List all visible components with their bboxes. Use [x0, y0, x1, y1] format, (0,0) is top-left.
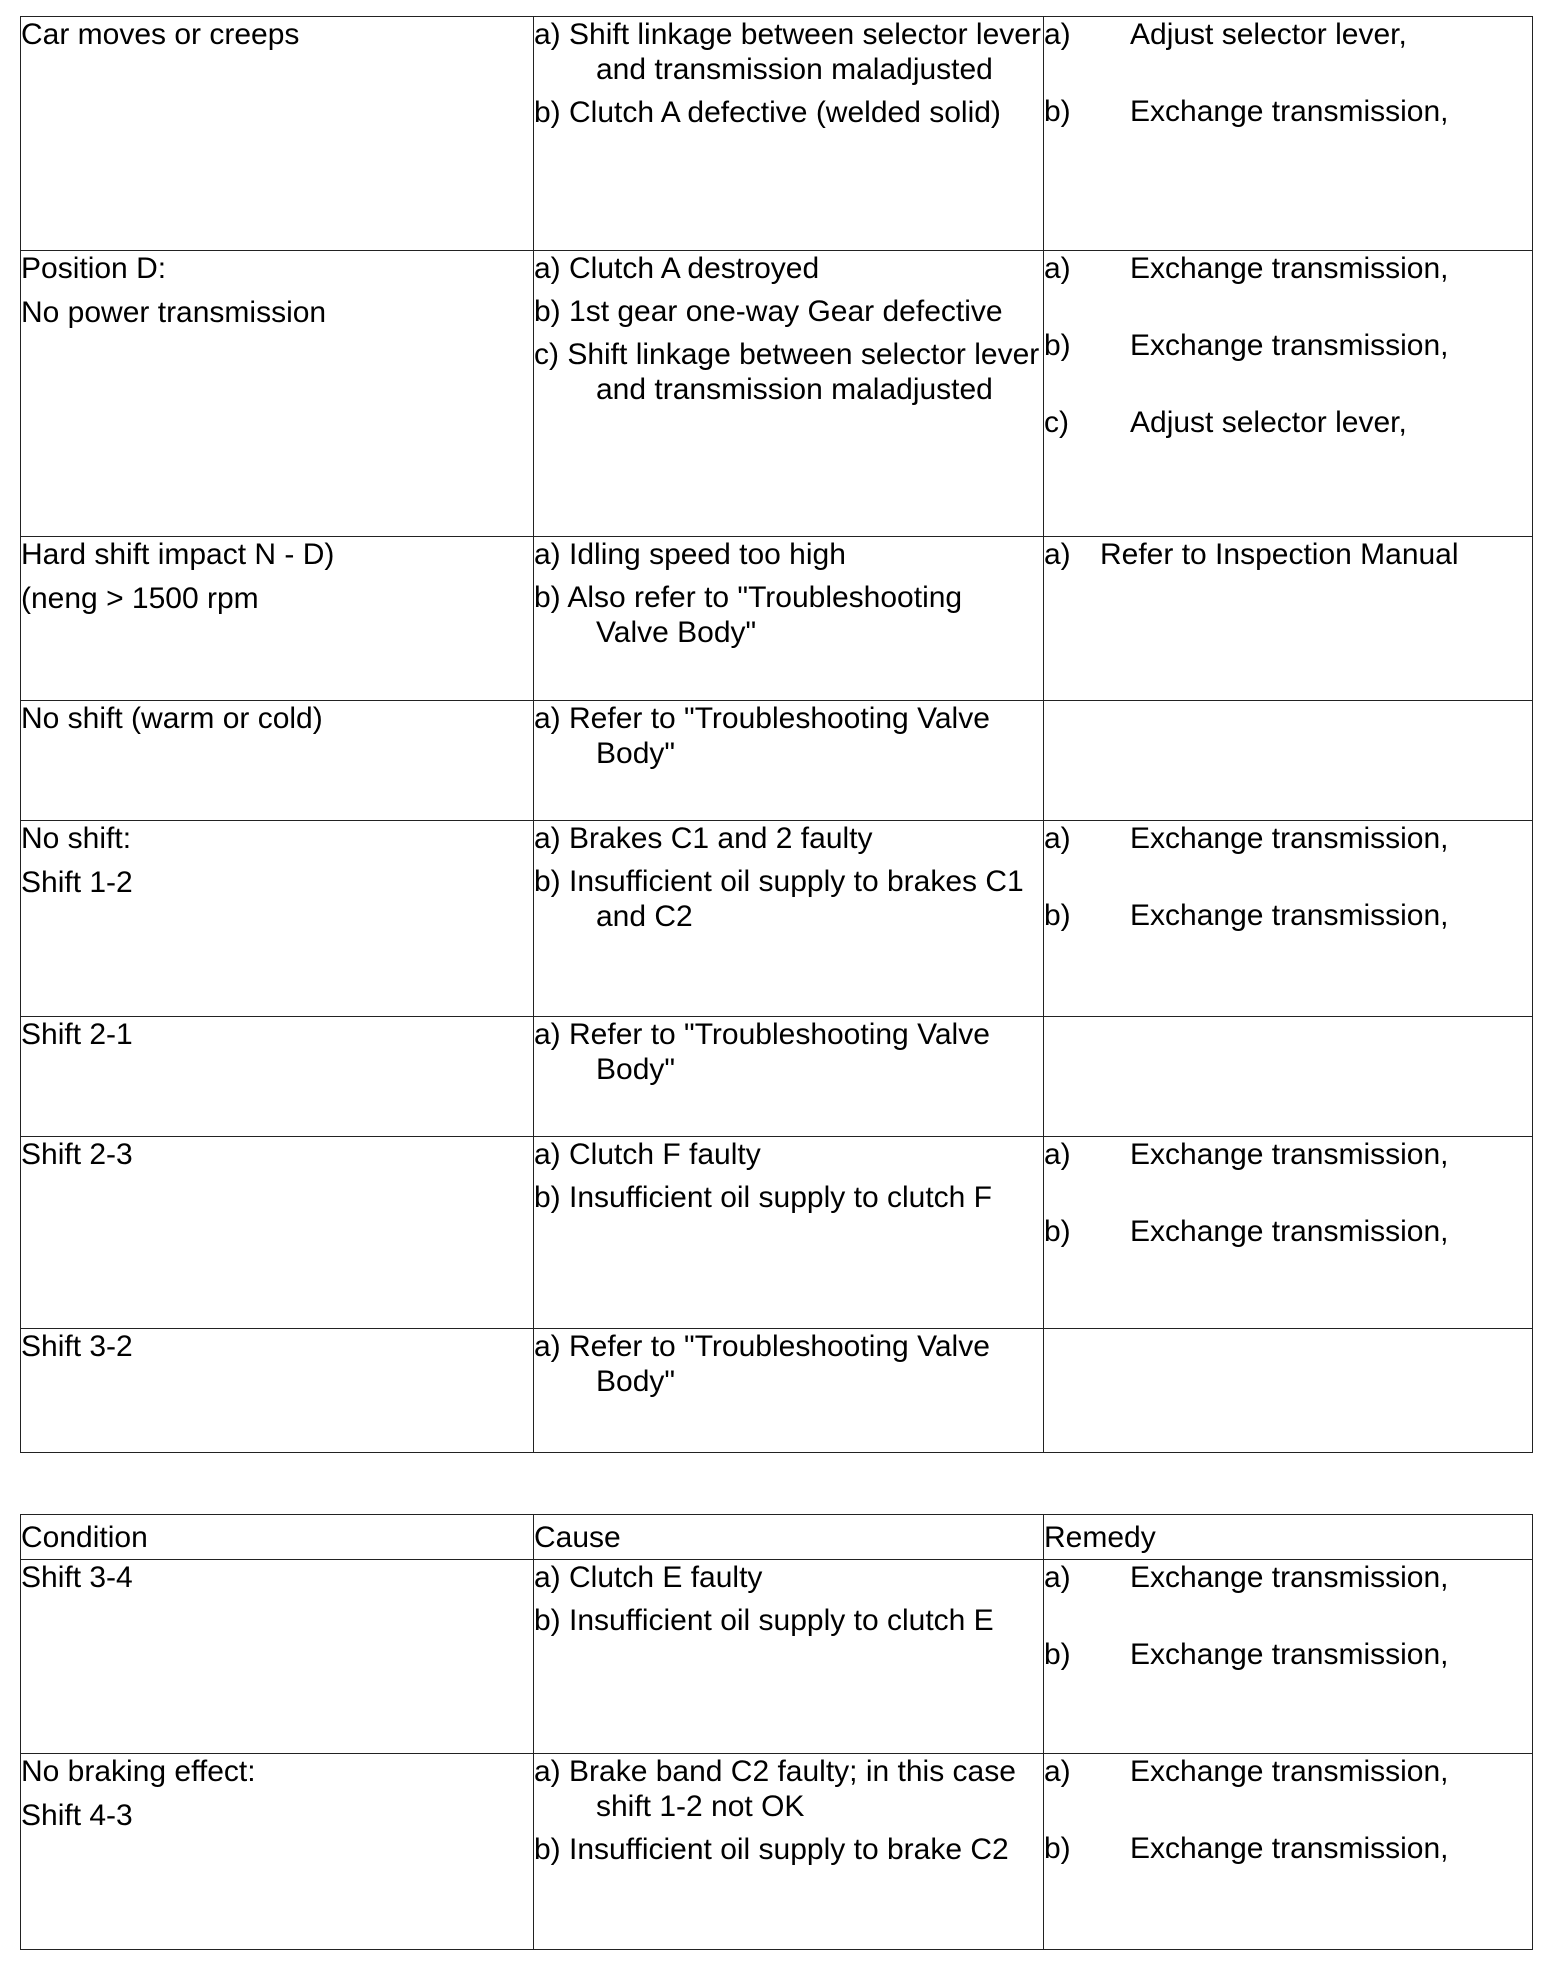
cause-item: a) Refer to "Troubleshooting Valve Body"	[534, 702, 990, 770]
condition-cell	[21, 251, 534, 537]
condition-text: Shift 2-1	[21, 1018, 133, 1051]
condition-text: Shift 2-3	[21, 1138, 133, 1171]
table-row	[21, 1017, 1533, 1137]
table-row	[21, 1560, 1533, 1754]
remedy-text: Exchange transmission,	[1130, 822, 1449, 855]
remedy-cell	[1044, 1137, 1533, 1329]
remedy-text: Exchange transmission,	[1130, 1755, 1449, 1788]
remedy-cell	[1044, 1754, 1533, 1950]
cause-item: a) Brake band C2 faulty; in this case shift 1-2 not OK	[534, 1755, 1016, 1823]
remedy-cell	[1044, 1329, 1533, 1453]
cause-cell	[534, 701, 1044, 821]
condition-text: No shift:	[21, 822, 132, 855]
cause-item: b) Insufficient oil supply to brakes C1 and C2	[534, 865, 1024, 933]
table-body	[21, 1515, 1533, 1950]
troubleshooting-table-top	[20, 16, 1533, 1453]
remedy-text: Exchange transmission,	[1130, 95, 1449, 128]
cause-item: a) Shift linkage between selector lever and transmission maladjusted	[534, 18, 1041, 86]
table-header-row	[21, 1515, 1533, 1560]
table-row	[21, 17, 1533, 251]
remedy-letter: b)	[1044, 95, 1071, 128]
condition-text: Position D:	[21, 252, 167, 285]
cause-item: b) Also refer to "Troubleshooting Valve Body"	[534, 581, 963, 649]
cause-item: c) Shift linkage between selector lever and transmission maladjusted	[534, 338, 1040, 406]
cause-item: a) Refer to "Troubleshooting Valve Body"	[534, 1330, 990, 1398]
cause-item: b) Clutch A defective (welded solid)	[534, 96, 1001, 129]
condition-cell	[21, 1329, 534, 1453]
remedy-letter: a)	[1044, 538, 1071, 571]
condition-text: Shift 1-2	[21, 866, 133, 899]
remedy-letter: b)	[1044, 1638, 1071, 1671]
condition-text: (neng > 1500 rpm	[21, 582, 259, 615]
cause-item: a) Clutch E faulty	[534, 1561, 763, 1594]
remedy-letter: a)	[1044, 18, 1071, 51]
remedy-cell	[1044, 1560, 1533, 1754]
condition-cell	[21, 1754, 534, 1950]
remedy-item	[1044, 1214, 1532, 1249]
column-header-remedy: Remedy	[1044, 1515, 1533, 1560]
table-row	[21, 1329, 1533, 1453]
remedy-text: Exchange transmission,	[1130, 1638, 1449, 1671]
remedy-cell	[1044, 537, 1533, 701]
cause-item: a) Clutch A destroyed	[534, 252, 820, 285]
table-row	[21, 537, 1533, 701]
condition-cell	[21, 701, 534, 821]
condition-cell	[21, 537, 534, 701]
remedy-item	[1044, 94, 1532, 129]
remedy-cell	[1044, 821, 1533, 1017]
remedy-item	[1044, 1560, 1532, 1595]
condition-text: Shift 4-3	[21, 1799, 133, 1832]
remedy-letter: a)	[1044, 1138, 1071, 1171]
cause-item: b) Insufficient oil supply to clutch F	[534, 1181, 992, 1214]
remedy-letter: b)	[1044, 329, 1071, 362]
cause-item: b) 1st gear one-way Gear defective	[534, 295, 1003, 328]
table-row	[21, 1754, 1533, 1950]
remedy-letter: a)	[1044, 1561, 1071, 1594]
remedy-text: Adjust selector lever,	[1130, 18, 1407, 51]
cause-item: a) Clutch F faulty	[534, 1138, 761, 1171]
remedy-item	[1044, 251, 1532, 286]
remedy-letter: b)	[1044, 899, 1071, 932]
remedy-text: Exchange transmission,	[1130, 1138, 1449, 1171]
condition-cell	[21, 821, 534, 1017]
remedy-letter: b)	[1044, 1832, 1071, 1865]
remedy-cell	[1044, 17, 1533, 251]
cause-item: a) Brakes C1 and 2 faulty	[534, 822, 873, 855]
remedy-letter: a)	[1044, 822, 1071, 855]
remedy-item	[1044, 821, 1532, 856]
condition-text: Car moves or creeps	[21, 18, 300, 51]
remedy-text: Adjust selector lever,	[1130, 406, 1407, 439]
remedy-text: Exchange transmission,	[1130, 1561, 1449, 1594]
table-row	[21, 821, 1533, 1017]
table-row	[21, 251, 1533, 537]
cause-item: a) Idling speed too high	[534, 538, 846, 571]
condition-text: No shift (warm or cold)	[21, 702, 323, 735]
condition-text: No power transmission	[21, 296, 327, 329]
cause-item: b) Insufficient oil supply to brake C2	[534, 1833, 1009, 1866]
table-row	[21, 701, 1533, 821]
remedy-text: Exchange transmission,	[1130, 899, 1449, 932]
condition-text: Shift 3-4	[21, 1561, 133, 1594]
remedy-item	[1044, 1754, 1532, 1789]
cause-cell	[534, 1329, 1044, 1453]
remedy-text: Refer to Inspection Manual	[1100, 538, 1459, 571]
remedy-item	[1044, 537, 1532, 572]
remedy-text: Exchange transmission,	[1130, 329, 1449, 362]
condition-cell	[21, 17, 534, 251]
remedy-item	[1044, 1137, 1532, 1172]
remedy-item	[1044, 405, 1532, 440]
remedy-cell	[1044, 251, 1533, 537]
column-header-condition: Condition	[21, 1515, 534, 1560]
column-header-cause: Cause	[534, 1515, 1044, 1560]
cause-cell	[534, 1560, 1044, 1754]
condition-text: Shift 3-2	[21, 1330, 133, 1363]
cause-cell	[534, 1017, 1044, 1137]
remedy-cell	[1044, 1017, 1533, 1137]
condition-text: Hard shift impact N - D)	[21, 538, 335, 571]
remedy-text: Exchange transmission,	[1130, 1832, 1449, 1865]
remedy-cell	[1044, 701, 1533, 821]
cause-cell	[534, 537, 1044, 701]
table-row	[21, 1137, 1533, 1329]
cause-cell	[534, 1754, 1044, 1950]
table-body	[21, 17, 1533, 1453]
cause-cell	[534, 17, 1044, 251]
remedy-item	[1044, 17, 1532, 52]
remedy-letter: a)	[1044, 252, 1071, 285]
remedy-text: Exchange transmission,	[1130, 1215, 1449, 1248]
cause-cell	[534, 251, 1044, 537]
condition-cell	[21, 1137, 534, 1329]
condition-cell	[21, 1017, 534, 1137]
remedy-letter: a)	[1044, 1755, 1071, 1788]
remedy-item	[1044, 1637, 1532, 1672]
cause-cell	[534, 1137, 1044, 1329]
remedy-text: Exchange transmission,	[1130, 252, 1449, 285]
remedy-item	[1044, 898, 1532, 933]
remedy-item	[1044, 328, 1532, 363]
condition-text: No braking effect:	[21, 1755, 256, 1788]
troubleshooting-table-bottom	[20, 1514, 1533, 1950]
cause-cell	[534, 821, 1044, 1017]
condition-cell	[21, 1560, 534, 1754]
remedy-item	[1044, 1831, 1532, 1866]
remedy-letter: b)	[1044, 1215, 1071, 1248]
remedy-letter: c)	[1044, 406, 1069, 439]
cause-item: a) Refer to "Troubleshooting Valve Body"	[534, 1018, 990, 1086]
cause-item: b) Insufficient oil supply to clutch E	[534, 1604, 994, 1637]
